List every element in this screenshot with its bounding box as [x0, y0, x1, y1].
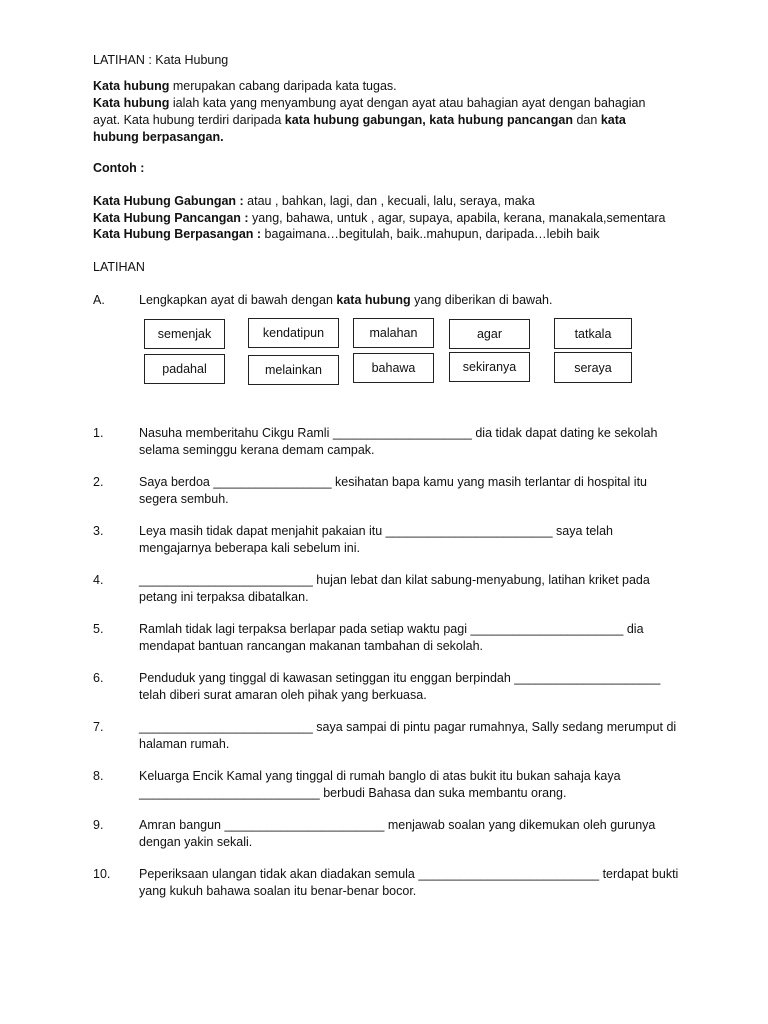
contoh-label: Contoh :	[93, 161, 145, 175]
word-box: seraya	[554, 352, 632, 383]
example-label: Kata Hubung Gabungan :	[93, 194, 248, 208]
intro-paragraph-2	[93, 95, 673, 146]
question-number: 8.	[93, 769, 104, 783]
word-box: kendatipun	[248, 318, 339, 348]
question-text: _________________________ hujan lebat dan kilat sabung-menyabung, latihan kriket pada petang ini terpaksa dibatalkan.	[139, 573, 650, 604]
example-row	[93, 210, 666, 227]
example-text: yang, bahawa, untuk , agar, supaya, apabila, kerana, manakala,sementara	[252, 211, 666, 225]
word-box: malahan	[353, 318, 434, 348]
question-number: 3.	[93, 524, 104, 538]
question-text: Nasuha memberitahu Cikgu Ramli ____________________ dia tidak dapat dating ke sekolah selama seminggu kerana demam campak.	[139, 426, 658, 457]
word-box: tatkala	[554, 318, 632, 349]
word-box: bahawa	[353, 353, 434, 383]
question-text: Amran bangun _______________________ menjawab soalan yang dikemukan oleh gurunya dengan yakin sekali.	[139, 818, 656, 849]
intro-text-2: ialah kata yang menyambung ayat dengan ayat atau bahagian ayat dengan bahagian ayat. Kata hubung terdiri daripada	[93, 96, 646, 127]
intro-text-3: dan	[573, 113, 601, 127]
instruction-text: Lengkapkan ayat di bawah dengan	[139, 293, 337, 307]
question-number: 10.	[93, 867, 111, 881]
question-number: 6.	[93, 671, 104, 685]
question-number: 5.	[93, 622, 104, 636]
question-number: 1.	[93, 426, 104, 440]
word-box: agar	[449, 319, 530, 349]
intro-text: merupakan cabang daripada kata tugas.	[169, 79, 397, 93]
example-row	[93, 226, 600, 243]
question-number: 4.	[93, 573, 104, 587]
example-label: Kata Hubung Pancangan :	[93, 211, 253, 225]
question-number: 7.	[93, 720, 104, 734]
intro-bold-term-2: Kata hubung	[93, 96, 170, 110]
section-instruction	[139, 292, 552, 309]
intro-bold-term: Kata hubung	[93, 79, 170, 93]
question-number: 2.	[93, 475, 104, 489]
latihan-heading: LATIHAN	[93, 260, 145, 274]
contoh-heading	[93, 160, 144, 177]
intro-bold-types-2: kata hubung berpasangan.	[93, 113, 626, 144]
section-letter: A.	[93, 293, 105, 307]
question-number: 9.	[93, 818, 104, 832]
word-box: melainkan	[248, 355, 339, 385]
instruction-text-end: yang diberikan di bawah.	[410, 293, 553, 307]
example-row	[93, 193, 535, 210]
word-box: padahal	[144, 354, 225, 384]
word-box: semenjak	[144, 319, 225, 349]
question-text: Ramlah tidak lagi terpaksa berlapar pada setiap waktu pagi ______________________ dia mendapat bantuan rancangan makanan tambahan di sekolah.	[139, 622, 644, 653]
page-title: LATIHAN : Kata Hubung	[93, 53, 229, 67]
intro-paragraph-1	[93, 78, 673, 95]
example-text: bagaimana…begitulah, baik..mahupun, daripada…lebih baik	[264, 227, 600, 241]
intro-bold-types: kata hubung gabungan, kata hubung pancangan	[284, 113, 573, 127]
question-text: Penduduk yang tinggal di kawasan setinggan itu enggan berpindah _____________________ telah diberi surat amaran oleh pihak yang berkuasa.	[139, 671, 661, 702]
question-text: Saya berdoa _________________ kesihatan bapa kamu yang masih terlantar di hospital itu segera sembuh.	[139, 475, 648, 506]
question-text: Keluarga Encik Kamal yang tinggal di rumah banglo di atas bukit itu bukan sahaja kaya __________________________ berbudi Bahasa dan suka membantu orang.	[139, 769, 621, 800]
instruction-bold: kata hubung	[336, 293, 411, 307]
example-label: Kata Hubung Berpasangan :	[93, 227, 265, 241]
word-box: sekiranya	[449, 352, 530, 382]
question-text: Peperiksaan ulangan tidak akan diadakan semula __________________________ terdapat bukti yang kukuh bahawa soalan itu benar-benar bocor.	[139, 867, 679, 898]
question-text: _________________________ saya sampai di pintu pagar rumahnya, Sally sedang merumput di halaman rumah.	[139, 720, 677, 751]
question-text: Leya masih tidak dapat menjahit pakaian itu ________________________ saya telah mengajarnya beberapa kali sebelum ini.	[139, 524, 613, 555]
example-text: atau , bahkan, lagi, dan , kecuali, lalu, seraya, maka	[247, 194, 535, 208]
